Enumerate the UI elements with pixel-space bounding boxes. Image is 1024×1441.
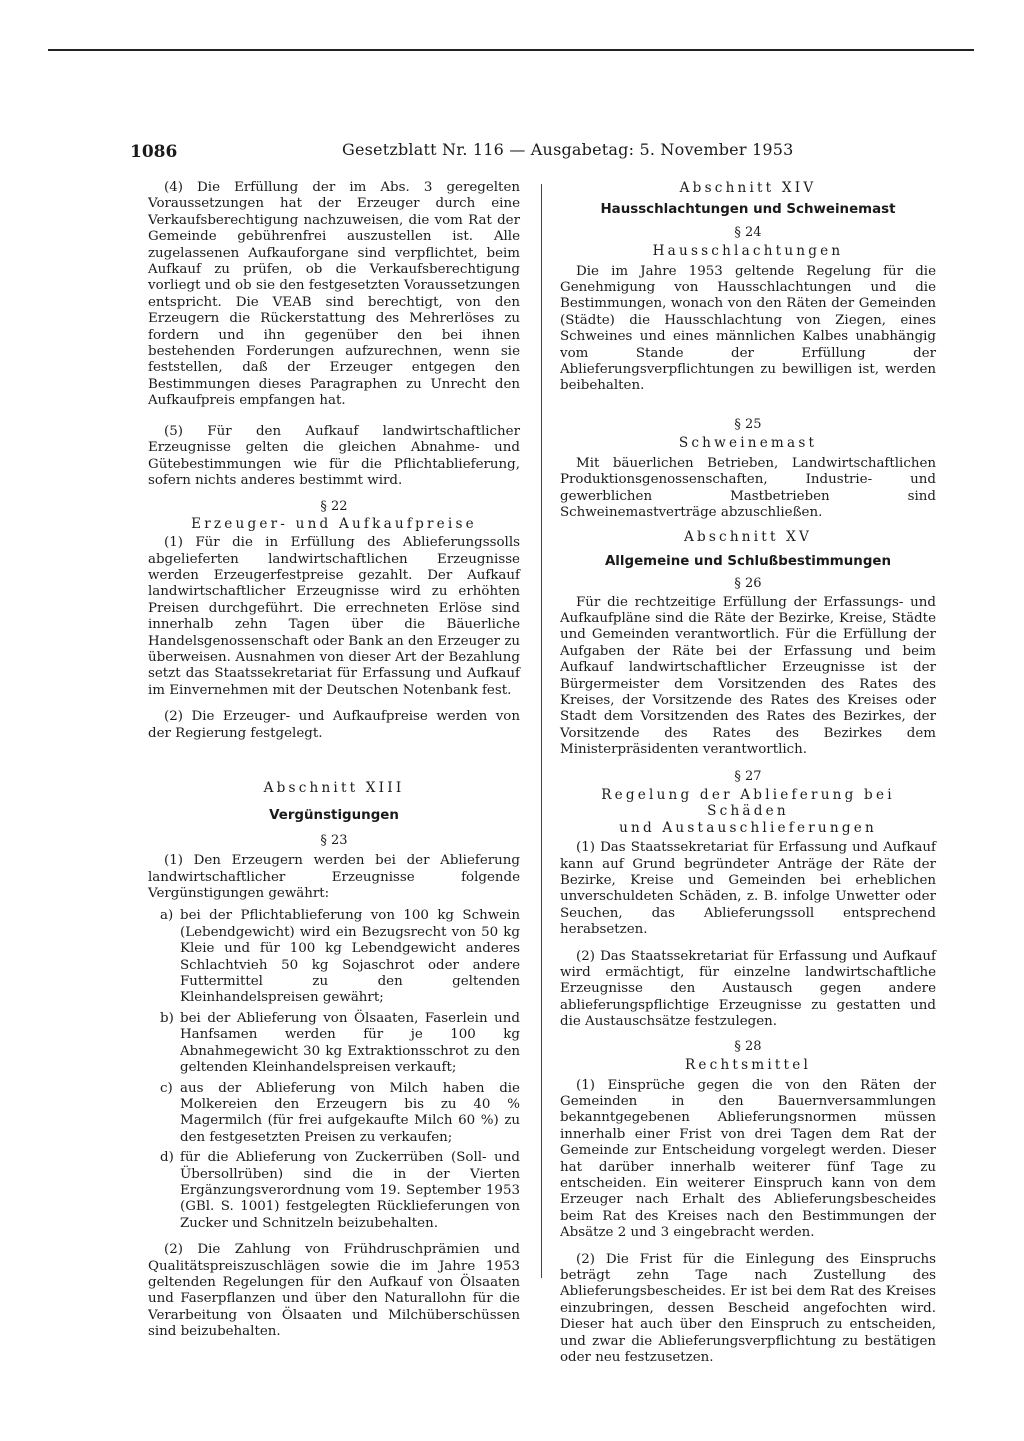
left-column bbox=[148, 180, 520, 1341]
section-27-paragraph-2: (2) Das Staatssekretariat für Erfassung und Aufkauf wird ermächtigt, für einzelne landwirtschaftliche Erzeugnisse den Austausch gegen andere ablieferungspflichtige Erzeugnisse zu gestatten und die Austauschsätze festzulegen. bbox=[560, 948, 936, 1030]
section-27-title-line-1: Regelung der Ablieferung bei Schäden bbox=[601, 787, 895, 820]
section-24-paragraph: Die im Jahre 1953 geltende Regelung für die Genehmigung von Hausschlachtungen und die Bestimmungen, wonach von den Räten der Gemeinden (Städte) die Hausschlachtung von Ziegen, eines Schweines und eines männlichen Kalbes unabhängig vom Stande der Erfüllung der Ablieferungsverpflichtungen zu bewilligen ist, werden beibehalten. bbox=[560, 263, 936, 394]
abschnitt-14-title: Hausschlachtungen und Schweinemast bbox=[600, 202, 896, 218]
section-25-paragraph: Mit bäuerlichen Betrieben, Landwirtschaftlichen Produktionsgenossenschaften, Industrie- und gewerblichen Mastbetrieben sind Schweinemastverträge abzuschließen. bbox=[560, 455, 936, 520]
list-item-label: c) bbox=[160, 1080, 173, 1096]
list-item bbox=[160, 908, 520, 1006]
section-25-sign: § 25 bbox=[734, 416, 762, 432]
section-27-sign: § 27 bbox=[734, 768, 762, 784]
abschnitt-13-title: Vergünstigungen bbox=[269, 808, 399, 824]
section-27-title-line-2: und Austauschlieferungen bbox=[619, 819, 877, 836]
right-column bbox=[560, 180, 936, 1366]
paragraph-5: (5) Für den Aufkauf landwirtschaftlicher Erzeugnisse gelten die gleichen Abnahme- und Gütebestimmungen wie für die Pflichtablieferung, sofern nichts anderes bestimmt wird. bbox=[148, 423, 520, 488]
section-26-sign: § 26 bbox=[734, 576, 762, 592]
column-divider bbox=[541, 184, 542, 1278]
section-28-paragraph-2: (2) Die Frist für die Einlegung des Einspruchs beträgt zehn Tage nach Zustellung des Ablieferungsbescheides. Er ist bei dem Rat des Kreises einzubringen, dessen Bescheid angefochten wird. Dieser hat auch über den Einspruch zu entscheiden, und zwar die Ablieferungsverpflichtung zu bestätigen oder neu festzusetzen. bbox=[560, 1251, 936, 1365]
list-item-label: b) bbox=[160, 1010, 174, 1026]
section-27-paragraph-1: (1) Das Staatssekretariat für Erfassung und Aufkauf kann auf Grund begründeter Anträge der Räte der Bezirke, Kreise und Gemeinden bei erheblichen unverschuldeten Schäden, z. B. infolge Unwetter oder Seuchen, das Ablieferungssoll entsprechend herabsetzen. bbox=[560, 840, 936, 938]
list-item bbox=[160, 1081, 520, 1147]
list-item-label: a) bbox=[160, 908, 174, 924]
list-item-text: aus der Ablieferung von Milch haben die Molkereien den Erzeugern bis zu 40 % Magermilch (für frei aufgekaufte Milch 60 %) zu den festgesetzten Preisen zu verkaufen; bbox=[180, 1080, 520, 1145]
section-25-title: Schweinemast bbox=[678, 435, 818, 452]
top-rule bbox=[48, 49, 974, 51]
list-item-text: bei der Ablieferung von Ölsaaten, Faserlein und Hanfsamen werden für je 100 kg Abnahmegewicht 30 kg Extraktionsschrot zu den geltenden Kleinhandelspreisen verkauft; bbox=[180, 1010, 520, 1076]
paragraph-4: (4) Die Erfüllung der im Abs. 3 geregelten Voraussetzungen hat der Erzeuger durch eine Verkaufsberechtigung nachzuweisen, die vom Rat der Gemeinde gebührenfrei auszustellen ist. Alle zugelassenen Aufkauforgane sind verpflichtet, beim Aufkauf zu prüfen, ob die Verkaufsberechtigung vorliegt und ob sie den festgesetzten Voraussetzungen entspricht. Die VEAB sind berechtigt, von den Erzeugern die Rückerstattung des Mehrerlöses zu fordern und ihn gegenüber den bei ihnen bestehenden Forderungen aufzurechnen, wenn sie feststellen, daß der Erzeuger entgegen den Bestimmungen dieses Paragraphen zu Unrecht den Aufkaufpreis empfangen hat. bbox=[148, 180, 520, 409]
section-22-paragraph-2: (2) Die Erzeuger- und Aufkaufpreise werden von der Regierung festgelegt. bbox=[148, 709, 520, 741]
list-item-text: für die Ablieferung von Zuckerrüben (Soll- und Übersollrüben) sind die in der Vierten Ergänzungsverordnung vom 19. September 1953 (GBl. S. 1001) festgelegten Rücklieferungen von Zucker und Schnitzeln beizubehalten. bbox=[180, 1150, 520, 1231]
page-header bbox=[130, 140, 950, 164]
list-item bbox=[160, 1150, 520, 1232]
section-22-sign: § 22 bbox=[320, 499, 348, 515]
section-23-sign: § 23 bbox=[320, 832, 348, 848]
list-item bbox=[160, 1011, 520, 1077]
abschnitt-13-heading: Abschnitt XIII bbox=[263, 780, 405, 796]
section-28-paragraph-1: (1) Einsprüche gegen die von den Räten der Gemeinden in den Bauernversammlungen bekanntgegebenen Ablieferungsnormen müssen innerhalb einer Frist von drei Tagen dem Rat der Gemeinde zur Entscheidung vorgelegt werden. Dieser hat darüber innerhalb weiterer fünf Tage zu entscheiden. Ein weiterer Einspruch kann von dem Erzeuger nach Erhalt des Ablieferungsbescheides beim Rat des Kreises nach den Bestimmungen der Absätze 2 und 3 eingebracht werden. bbox=[560, 1077, 936, 1241]
abschnitt-15-heading: Abschnitt XV bbox=[683, 529, 813, 546]
section-22-paragraph-1: (1) Für die in Erfüllung des Ablieferungssolls abgelieferten landwirtschaftlichen Erzeugnisse werden Erzeugerfestpreise gezahlt. Der Aufkauf landwirtschaftlicher Erzeugnisse wird zu erhöhten Preisen durchgeführt. Die errechneten Erlöse sind innerhalb zehn Tagen über die Bäuerliche Handelsgenossenschaft oder Bank an den Erzeuger zu überweisen. Ausnahmen von dieser Art der Bezahlung setzt das Staatssekretariat für Erfassung und Aufkauf im Einvernehmen mit der Deutschen Notenbank fest. bbox=[148, 535, 520, 698]
section-24-sign: § 24 bbox=[734, 224, 762, 240]
section-26-paragraph: Für die rechtzeitige Erfüllung der Erfassungs- und Aufkaufpläne sind die Räte der Bezirke, Kreise, Städte und Gemeinden verantwortlich. Für die Erfüllung der Aufgaben der Räte bei der Erfassung und beim Aufkauf landwirtschaftlicher Erzeugnisse ist der Bürgermeister dem Vorsitzenden des Rates des Kreises, der Vorsitzende des Rates des Kreises oder Stadt dem Vorsitzenden des Rates des Bezirkes, der Vorsitzende des Rates des Bezirkes dem Ministerpräsidenten verantwortlich. bbox=[560, 594, 936, 758]
abschnitt-14-heading: Abschnitt XIV bbox=[679, 180, 817, 196]
abschnitt-15-title: Allgemeine und Schlußbestimmungen bbox=[604, 553, 892, 569]
section-22-title: Erzeuger- und Aufkaufpreise bbox=[191, 515, 477, 532]
header-title: Gesetzblatt Nr. 116 — Ausgabetag: 5. November 1953 bbox=[342, 140, 794, 159]
section-24-title: Hausschlachtungen bbox=[652, 243, 844, 260]
list-item-text: bei der Pflichtablieferung von 100 kg Schwein (Lebendgewicht) wird ein Bezugsrecht von 50 kg Kleie und für 100 kg Lebendgewicht anderes Schlachtvieh 50 kg Sojaschrot oder andere Futtermittel zu den geltenden Kleinhandelspreisen gewährt; bbox=[180, 908, 520, 1006]
section-28-title: Rechtsmittel bbox=[684, 1057, 812, 1074]
section-28-sign: § 28 bbox=[734, 1038, 762, 1054]
benefits-list bbox=[148, 908, 520, 1232]
section-23-paragraph-1: (1) Den Erzeugern werden bei der Ablieferung landwirtschaftlicher Erzeugnisse folgende Vergünstigungen gewährt: bbox=[148, 853, 520, 902]
list-item-label: d) bbox=[160, 1150, 174, 1166]
section-23-paragraph-2: (2) Die Zahlung von Frühdruschprämien und Qualitätspreiszuschlägen sowie die im Jahre 1953 geltenden Regelungen für den Aufkauf von Ölsaaten und Faserpflanzen und über den Naturallohn für die Verarbeitung von Ölsaaten und Milchüberschüssen sind beizubehalten. bbox=[148, 1242, 520, 1340]
page-number: 1086 bbox=[130, 142, 178, 162]
